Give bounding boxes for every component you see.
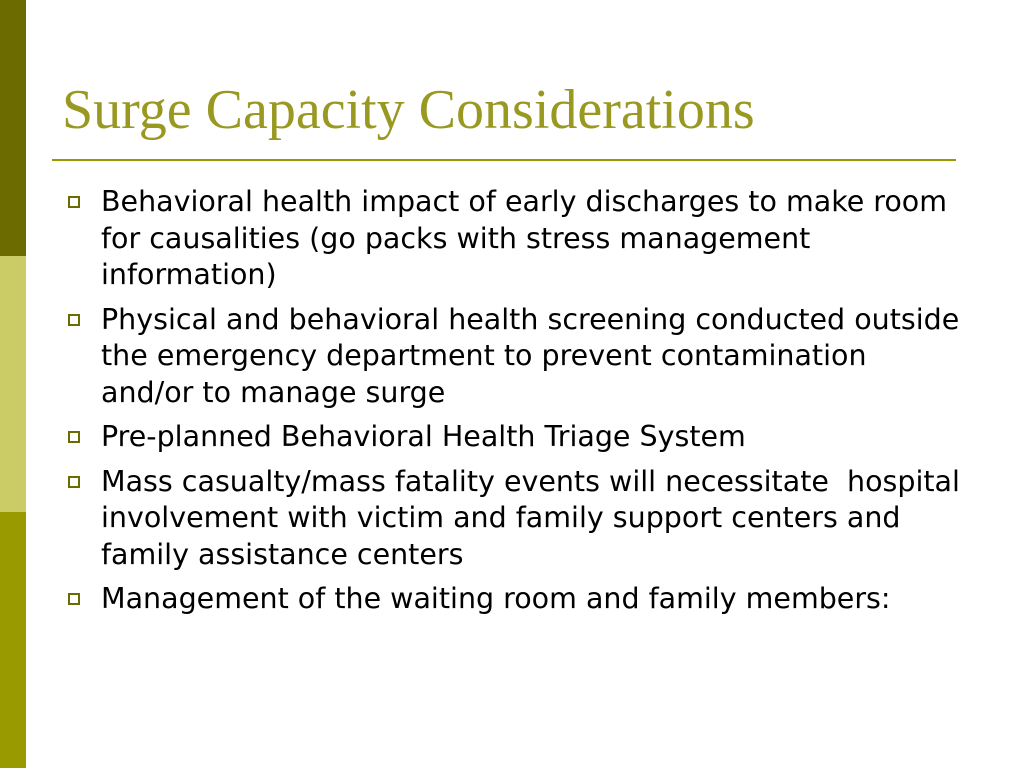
- bullet-text: Pre-planned Behavioral Health Triage System: [101, 420, 746, 453]
- hollow-square-bullet-icon: [68, 476, 80, 488]
- hollow-square-bullet-icon: [68, 431, 80, 443]
- bullet-item-3: [62, 419, 962, 456]
- bullet-text: Management of the waiting room and family members:: [101, 582, 891, 615]
- sidebar-top-segment: [0, 0, 26, 256]
- sidebar-middle-segment: [0, 256, 26, 512]
- bullet-list: [62, 184, 970, 626]
- bullet-item-4: [62, 464, 970, 574]
- sidebar-bottom-segment: [0, 512, 26, 768]
- bullet-item-5: [62, 581, 962, 618]
- hollow-square-bullet-icon: [68, 314, 80, 326]
- bullet-text: Mass casualty/mass fatality events will necessitate hospital involvement with victim and family support centers and family assistance centers: [101, 464, 970, 571]
- slide-title: Surge Capacity Considerations: [62, 79, 755, 141]
- hollow-square-bullet-icon: [68, 593, 80, 605]
- bullet-item-2: [62, 302, 969, 412]
- hollow-square-bullet-icon: [68, 196, 80, 208]
- bullet-text: Physical and behavioral health screening conducted outside the emergency department to prevent contamination and/or to manage surge: [101, 302, 969, 409]
- bullet-text: Behavioral health impact of early discharges to make room for causalities (go packs with stress management information): [101, 185, 957, 291]
- bullet-item-1: [62, 184, 962, 294]
- title-underline-rule: [52, 159, 956, 161]
